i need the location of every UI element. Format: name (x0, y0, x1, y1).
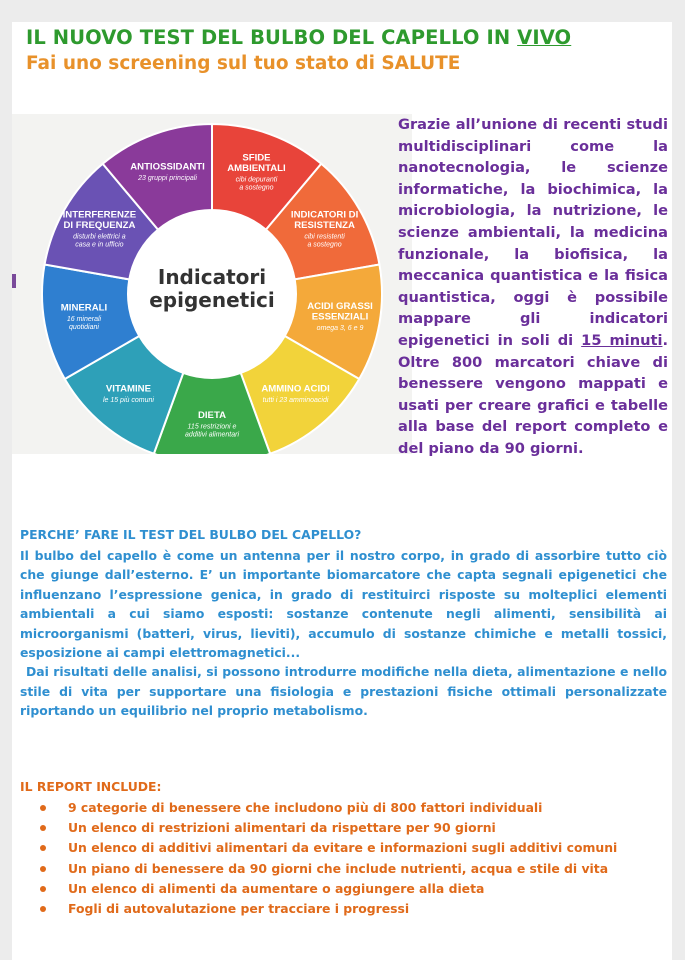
main-title-accent: VIVO (517, 26, 572, 49)
wheel-segment-title: MINERALI (60, 302, 108, 314)
wheel-segment-subtitle: 16 minerali (66, 315, 102, 323)
report-item (36, 798, 617, 818)
bullet-icon (40, 825, 46, 831)
wheel-segment-title: ACIDI GRASSI (307, 301, 373, 313)
wheel-segment-subtitle: cibi depuranti (235, 176, 278, 184)
wheel-center-line2: epigenetici (149, 288, 275, 312)
left-edge-mark (12, 274, 16, 288)
bullet-icon (40, 886, 46, 892)
report-heading: IL REPORT INCLUDE: (20, 779, 162, 794)
wheel-segment-title: AMMINO ACIDI (261, 383, 330, 395)
wheel-center-line1: Indicatori (157, 265, 267, 289)
intro-paragraph (398, 114, 668, 460)
wheel-segment-title: INDICATORI DI (290, 209, 359, 221)
report-item (36, 838, 617, 858)
why-paragraph-2: Dai risultati delle analisi, si possono introdurre modifiche nella dieta, alimentazione e nello stile di vita per supportare una fisiologia e prestazioni fisiche ottimali personalizzate riportando un equilibrio nel proprio metabolismo. (20, 664, 667, 719)
why-paragraph-1: Il bulbo del capello è come un antenna per il nostro corpo, in grado di assorbire tutto ciò che giunge dall’esterno. E’ un importante biomarcatore che capta segnali epigenetici che influenzano l’espressione genica, in grado di restituirci risposte su molteplici elementi ambientali a cui siamo esposti: sostanze contenute negli alimenti, sensibilità ai microorganismi (batteri, virus, lieviti), accumulo di sostanze chimiche e metalli tossici, esposizione ai campi elettromagnetici... (20, 548, 667, 661)
intro-text-end: . Oltre 800 marcatori chiave di benessere vengono mappati e usati per creare grafici e tabelle alla base del report completo e del piano da 90 giorni. (398, 331, 668, 457)
report-item (36, 879, 617, 899)
wheel-segment-subtitle: tutti i 23 amminoacidi (262, 396, 329, 404)
report-item-text: Un elenco di alimenti da aumentare o aggiungere alla dieta (68, 880, 485, 896)
why-body (20, 546, 667, 721)
document-page (12, 22, 672, 960)
wheel-segment-subtitle: casa e in ufficio (75, 241, 124, 249)
main-title-text: IL NUOVO TEST DEL BULBO DEL CAPELLO IN (26, 26, 518, 49)
wheel-segment-title: ESSENZIALI (311, 311, 369, 323)
report-item-text: 9 categorie di benessere che includono più di 800 fattori individuali (68, 800, 543, 815)
wheel-segment-subtitle: 115 restrizioni e (187, 423, 237, 431)
report-item (36, 899, 617, 919)
subtitle: Fai uno screening sul tuo stato di SALUTE (26, 53, 461, 74)
wheel-segment-subtitle: cibi resistenti (304, 233, 345, 241)
wheel-segment-title: DI FREQUENZA (63, 220, 136, 231)
bullet-icon (40, 805, 46, 811)
wheel-segment-subtitle: omega 3, 6 e 9 (316, 325, 364, 333)
wheel-segment-subtitle: le 15 più comuni (102, 396, 154, 404)
wheel-segment-title: INTERFERENZE (62, 209, 137, 221)
wheel-segment-subtitle: a sostegno (307, 241, 342, 249)
report-item-text: Fogli di autovalutazione per tracciare i progressi (68, 900, 410, 916)
report-item-text: Un elenco di additivi alimentari da evitare e informazioni sugli additivi comuni (68, 840, 618, 856)
bullet-icon (40, 906, 46, 912)
wheel-segment-title: DIETA (197, 409, 227, 421)
bullet-icon (40, 845, 46, 851)
wheel-segment-title: VITAMINE (105, 383, 152, 395)
intro-highlight: 15 minuti (581, 331, 663, 349)
wheel-segment-subtitle: disturbi elettrici a (73, 233, 126, 241)
wheel-segment-subtitle: a sostegno (239, 184, 274, 192)
intro-text: Grazie all’unione di recenti studi multidisciplinari come la nanotecnologia, le scienze informatiche, la biochimica, la microbiologia, la nutrizione, le scienze ambientali, la medicina funzionale, la biofisica, la meccanica quantistica e la fisica quantistica, oggi è possibile mappare gli indicatori epigenetici in soli di (398, 116, 668, 349)
report-list (36, 798, 617, 919)
report-item (36, 818, 617, 838)
why-heading: PERCHE’ FARE IL TEST DEL BULBO DEL CAPELLO? (20, 527, 362, 542)
main-title (26, 26, 571, 49)
wheel-segment-title: SFIDE (242, 152, 271, 164)
wheel-segment-title: AMBIENTALI (227, 162, 286, 174)
report-item-text: Un elenco di restrizioni alimentari da rispettare per 90 giorni (68, 820, 496, 836)
wheel-segment-title: RESISTENZA (294, 220, 355, 231)
wheel-segment-subtitle: quotidiani (68, 323, 99, 331)
wheel-segment-subtitle: 23 gruppi principali (138, 175, 197, 183)
epigenetic-wheel (12, 114, 412, 454)
bullet-icon (40, 866, 46, 872)
report-item-text: Un piano di benessere da 90 giorni che include nutrienti, acqua e stile di vita (68, 860, 609, 876)
report-item (36, 859, 617, 879)
wheel-segment-subtitle: additivi alimentari (184, 431, 240, 439)
wheel-segment-title: ANTIOSSIDANTI (130, 161, 205, 173)
